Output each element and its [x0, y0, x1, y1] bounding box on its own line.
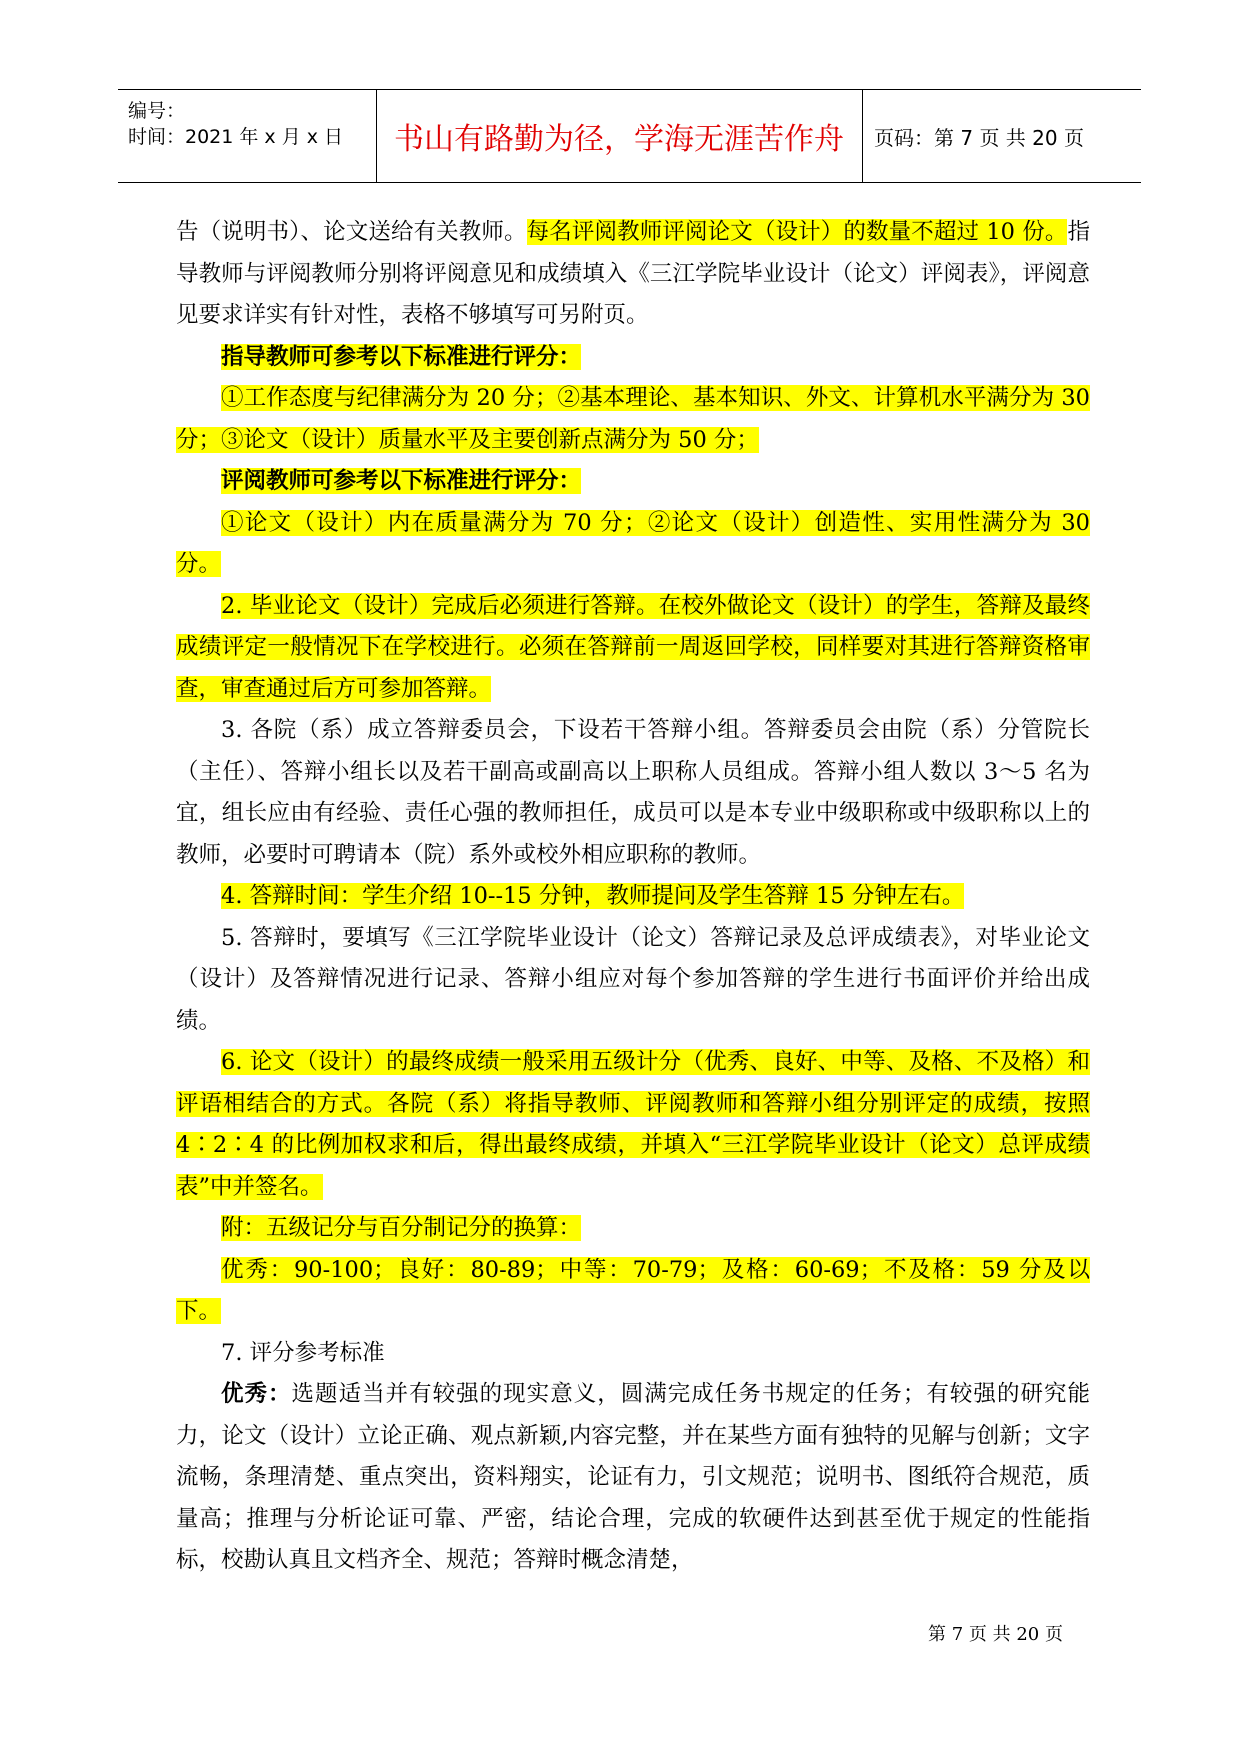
guide-teacher-criteria-heading: 指导教师可参考以下标准进行评分： — [221, 343, 582, 370]
paragraph-6 — [176, 586, 1090, 711]
excellent-criteria: 选题适当并有较强的现实意义，圆满完成任务书规定的任务；有较强的研究能力，论文（设计）立论正确、观点新颖,内容完整，并在某些方面有独特的见解与创新；文字流畅，条理清楚、重点突出，资料翔实，论证有力，引文规范；说明书、图纸符合规范，质量高；推理与分析论证可靠、严密，结论合理，完成的软硬件达到甚至优于规定的性能指标，校勘认真且文档齐全、规范；答辩时概念清楚， — [176, 1381, 1090, 1573]
paragraph-3 — [176, 378, 1090, 461]
review-teacher-criteria-heading: 评阅教师可参考以下标准进行评分： — [221, 468, 582, 494]
paragraph-12 — [176, 1250, 1090, 1333]
header-motto: 书山有路勤为径，学海无涯苦作舟 — [376, 90, 863, 182]
guide-teacher-criteria: ①工作态度与纪律满分为 20 分；②基本理论、基本知识、外文、计算机水平满分为 30 分；③论文（设计）质量水平及主要创新点满分为 50 分； — [176, 385, 1090, 453]
header-page-info: 页码：第 7 页 共 20 页 — [874, 125, 1084, 150]
final-grade-method: 6. 论文（设计）的最终成绩一般采用五级计分（优秀、良好、中等、及格、不及格）和评语相结合的方式。各院（系）将指导教师、评阅教师和答辩小组分别评定的成绩，按照 4∶2∶4 的比例加权求和后，得出最终成绩，并填入“三江学院毕业设计（论文）总评成绩表”中并签名。 — [176, 1049, 1090, 1200]
defense-requirement: 2. 毕业论文（设计）完成后必须进行答辩。在校外做论文（设计）的学生，答辩及最终成绩评定一般情况下在学校进行。必须在答辩前一周返回学校，同样要对其进行答辩资格审查，审查通过后方可参加答辩。 — [176, 592, 1090, 702]
paragraph-8 — [176, 876, 1090, 918]
document-header — [118, 89, 1141, 183]
paragraph-9: 5. 答辩时，要填写《三江学院毕业设计（论文）答辩记录及总评成绩表》，对毕业论文（设计）及答辩情况进行记录、答辩小组应对每个参加答辩的学生进行书面评价并给出成绩。 — [176, 924, 1090, 1034]
review-teacher-criteria: ①论文（设计）内在质量满分为 70 分；②论文（设计）创造性、实用性满分为 30 分。 — [176, 509, 1090, 577]
defense-time: 4. 答辩时间：学生介绍 10--15 分钟，教师提问及学生答辩 15 分钟左右。 — [221, 883, 965, 909]
p1-highlight: 每名评阅教师评阅论文（设计）的数量不超过 10 份。 — [526, 219, 1068, 245]
header-meta-cell — [118, 90, 377, 182]
p1-text-a: 告（说明书）、论文送给有关教师。 — [176, 219, 527, 245]
paragraph-2 — [176, 337, 1090, 379]
p1-text-c: 指导教师与评阅教师分别将评阅意见和成绩填入《三江学院毕业设计（论文）评阅表》，评阅意见要求详实有针对性，表格不够填写可另附页。 — [176, 219, 1090, 328]
paragraph-7: 3. 各院（系）成立答辩委员会，下设若干答辩小组。答辩委员会由院（系）分管院长（主任）、答辩小组长以及若干副高或副高以上职称人员组成。答辩小组人数以 3～5 名为宜，组长应由有经验、责任心强的教师担任，成员可以是本专业中级职称或中级职称以上的教师，必要时可聘请本（院）系外或校外相应职称的教师。 — [176, 717, 1090, 868]
document-number-label: 编号： — [128, 100, 186, 122]
document-body — [176, 212, 1090, 1582]
excellent-label: 优秀： — [221, 1381, 292, 1407]
page-footer: 第 7 页 共 20 页 — [928, 1624, 1063, 1645]
paragraph-1 — [176, 212, 1090, 337]
paragraph-4 — [176, 461, 1090, 503]
paragraph-5 — [176, 503, 1090, 586]
paragraph-10 — [176, 1042, 1090, 1208]
paragraph-14 — [176, 1374, 1090, 1582]
conversion-table: 优秀：90-100；良好：80-89；中等：70-79；及格：60-69；不及格：59 分及以下。 — [176, 1256, 1090, 1324]
paragraph-13: 7. 评分参考标准 — [221, 1339, 385, 1366]
paragraph-11 — [176, 1208, 1090, 1250]
document-time-label: 时间：2021 年 x 月 x 日 — [128, 126, 344, 148]
conversion-heading: 附：五级记分与百分制记分的换算： — [221, 1215, 582, 1241]
